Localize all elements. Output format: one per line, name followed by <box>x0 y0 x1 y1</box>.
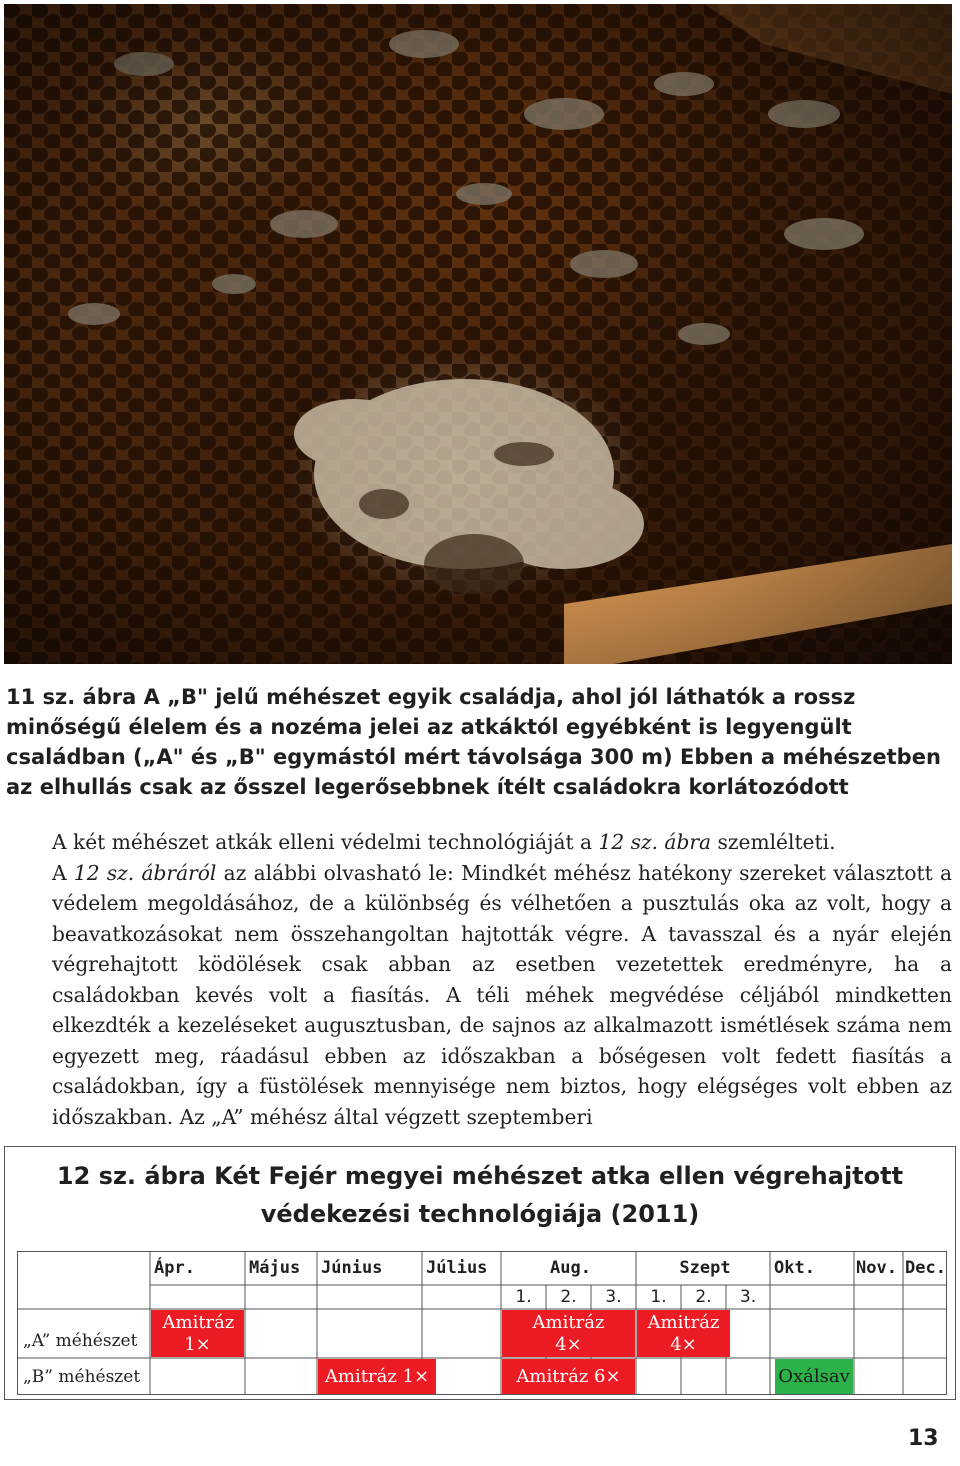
paragraph-1 <box>6 827 952 858</box>
p2-figure-ref: 12 sz. ábráról <box>73 860 217 885</box>
a-apr-label: Amitráz 1× <box>162 1311 235 1355</box>
month-junius: Június <box>321 1258 383 1278</box>
szept-week-2: 2. <box>695 1287 712 1307</box>
paragraph-2 <box>6 858 952 1133</box>
a-szept-treatment <box>637 1310 730 1357</box>
aug-week-1: 1. <box>515 1287 532 1307</box>
month-aug: Aug. <box>550 1258 591 1278</box>
month-okt: Okt. <box>774 1258 815 1278</box>
body-text <box>6 827 952 1132</box>
p2-text-c: az alábbi olvasható le: Mindkét méhész hatékony szereket választott a védelem megoldásához, de a különbség és vélhetően a pusztulás oka az volt, hogy a beavatkozásokat nem összehangoltan hajtották végre. A tavasszal és a nyár elején végrehajtott ködölések csak abban az esetben vezetettek eredményre, ha a családokban kevés volt a fiasítás. A téli méhek megvédése céljából mindketten elkezdték a kezeléseket augusztusban, de sajnos az alkalmazott ismétlések száma nem egyezett meg, ráadásul ebben az időszakban a bőségesen volt fedett fiasítás a családokban, így a füstölések mennyisége nem biztos, hogy elégséges volt ebben az időszakban. Az „A” méhész által végzett szeptemberi <box>52 860 952 1129</box>
month-nov: Nov. <box>856 1258 897 1278</box>
honeycomb-illustration <box>4 4 952 664</box>
aug-week-2: 2. <box>560 1287 577 1307</box>
figure-title-line-1: 12 sz. ábra Két Fejér megyei méhészet atka ellen végrehajtott <box>56 1162 904 1190</box>
a-aug-label: Amitráz 4× <box>532 1311 605 1355</box>
szept-week-3: 3. <box>739 1287 757 1307</box>
month-dec: Dec. <box>905 1258 946 1278</box>
p2-text-a: A <box>52 860 74 885</box>
page-number: 13 <box>908 1426 939 1451</box>
figure-title-line-2: védekezési technológiája (2011) <box>260 1200 700 1228</box>
szept-week-1: 1. <box>650 1287 667 1307</box>
a-aug-treatment <box>502 1310 635 1357</box>
figure-caption: 11 sz. ábra A „B" jelű méhészet egyik családja, ahol jól láthatók a rossz minőségű élelem és a nozéma jelei az atkáktól egyébként is legyengült családban („A" és „B" egymástól mért távolsága 300 m) Ebben a méhészetben az elhullás csak az ősszel legerősebbnek ítélt családokra korlátozódott <box>6 685 941 799</box>
month-julius: Július <box>426 1258 488 1278</box>
b-aug-treatment: Amitráz 6× <box>502 1359 635 1394</box>
honeycomb-photo <box>4 4 952 664</box>
month-apr: Ápr. <box>154 1258 195 1278</box>
row-label-a: „A” méhészet <box>23 1330 138 1351</box>
figure-title <box>5 1157 955 1233</box>
figure-12-box <box>4 1146 956 1400</box>
b-jun-treatment: Amitráz 1× <box>318 1359 436 1394</box>
a-szept-label: Amitráz 4× <box>647 1311 720 1355</box>
treatment-table <box>17 1251 947 1395</box>
p1-text-a: A két méhészet atkák elleni védelmi technológiáját a <box>52 830 599 854</box>
a-apr-treatment <box>151 1310 244 1357</box>
b-okt-treatment: Oxálsav <box>775 1359 853 1394</box>
aug-week-3: 3. <box>605 1287 622 1307</box>
p1-text-c: szemlélteti. <box>711 830 836 854</box>
month-szept: Szept <box>679 1258 731 1278</box>
p1-figure-ref: 12 sz. ábra <box>598 830 712 854</box>
row-label-b: „B” méhészet <box>23 1366 141 1387</box>
month-majus: Május <box>249 1258 301 1278</box>
